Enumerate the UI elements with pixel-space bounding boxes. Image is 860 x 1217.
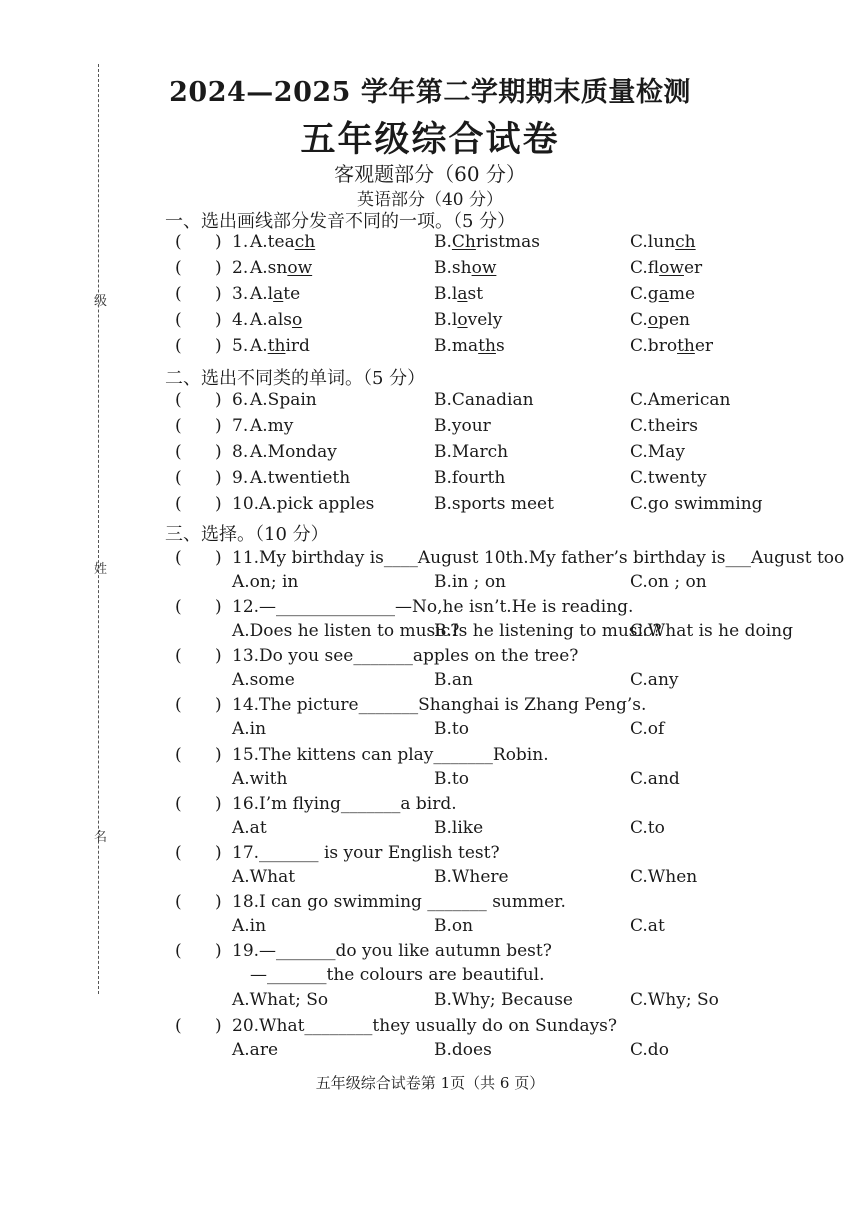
option-a	[250, 336, 310, 356]
option-c	[630, 310, 690, 330]
answer-paren-open: (	[175, 794, 182, 814]
answer-paren-close: )	[215, 892, 222, 912]
option-b-underlined: o	[457, 310, 468, 330]
option-b: B.Why; Because	[434, 990, 573, 1010]
option-a-pre: A.tea	[250, 232, 295, 252]
question-stem: 16.I’m flying_______a bird.	[232, 794, 457, 814]
option-c: C.theirs	[630, 416, 698, 436]
option-a: A.my	[250, 416, 294, 436]
answer-paren-close: )	[215, 284, 222, 304]
option-c-pre: C.	[630, 310, 648, 330]
option-b: B.your	[434, 416, 491, 436]
answer-paren-open: (	[175, 695, 182, 715]
answer-paren-open: (	[175, 941, 182, 961]
option-b-underlined: th	[478, 336, 496, 356]
question-number: 10.	[232, 494, 260, 514]
option-b: B.fourth	[434, 468, 506, 488]
answer-paren-close: )	[215, 646, 222, 666]
question-number: 5.	[232, 336, 249, 356]
option-a	[250, 232, 315, 252]
option-b	[434, 310, 502, 330]
option-c-pre: C.lun	[630, 232, 676, 252]
answer-paren-open: (	[175, 745, 182, 765]
answer-paren-open: (	[175, 892, 182, 912]
answer-paren-open: (	[175, 1016, 182, 1036]
option-c: C.What is he doing	[630, 621, 793, 641]
option-c	[630, 336, 713, 356]
objective-section-heading: 客观题部分（60 分）	[334, 162, 526, 186]
question-number: 3.	[232, 284, 249, 304]
answer-paren-open: (	[175, 442, 182, 462]
answer-paren-open: (	[175, 390, 182, 410]
question-number: 2.	[232, 258, 249, 278]
option-a-post: ird	[285, 336, 310, 356]
option-a: A.some	[232, 670, 295, 690]
option-a	[250, 258, 312, 278]
answer-paren-close: )	[215, 941, 222, 961]
question-stem: 12.—______________—No,he isn’t.He is reading.	[232, 597, 634, 617]
question-stem: 20.What________they usually do on Sundays?	[232, 1016, 618, 1036]
option-a	[250, 310, 302, 330]
binding-label-surname: 姓	[94, 562, 108, 577]
option-a	[250, 284, 300, 304]
answer-paren-close: )	[215, 794, 222, 814]
answer-paren-open: (	[175, 284, 182, 304]
option-c-underlined: th	[677, 336, 695, 356]
answer-paren-open: (	[175, 494, 182, 514]
option-c-post: er	[694, 336, 714, 356]
option-c: C.May	[630, 442, 685, 462]
phonics-question-row	[0, 336, 860, 362]
option-b-underlined: Ch	[451, 232, 476, 252]
question-stem: 19.—_______do you like autumn best?	[232, 941, 552, 961]
question-stem: 17._______ is your English test?	[232, 843, 500, 863]
answer-paren-open: (	[175, 310, 182, 330]
section-3-title: 三、选择。（10 分）	[165, 524, 329, 545]
question-number: 7.	[232, 416, 249, 436]
option-b: B.on	[434, 916, 474, 936]
option-a: A.on; in	[232, 572, 299, 592]
option-b-pre: B.ma	[434, 336, 479, 356]
option-c: C.twenty	[630, 468, 707, 488]
option-b: B.March	[434, 442, 509, 462]
answer-paren-close: )	[215, 548, 222, 568]
option-c: C.any	[630, 670, 679, 690]
option-c-underlined: o	[647, 310, 659, 330]
question-number: 6.	[232, 390, 249, 410]
option-c: C.and	[630, 769, 680, 789]
option-c-pre: C.bro	[630, 336, 678, 356]
answer-paren-open: (	[175, 336, 182, 356]
option-b	[434, 336, 505, 356]
english-part-heading: 英语部分（40 分）	[356, 190, 504, 210]
option-c-underlined: a	[658, 284, 669, 304]
option-c	[630, 258, 702, 278]
option-b: B.Is he listening to music?	[434, 621, 662, 641]
answer-paren-close: )	[215, 232, 222, 252]
answer-paren-open: (	[175, 416, 182, 436]
answer-paren-open: (	[175, 548, 182, 568]
option-a-pre: A.sn	[250, 258, 288, 278]
answer-paren-close: )	[215, 258, 222, 278]
answer-paren-open: (	[175, 232, 182, 252]
phonics-question-row	[0, 258, 860, 284]
binding-label-name: 名	[94, 830, 108, 845]
answer-paren-close: )	[215, 695, 222, 715]
exam-title: 2024—2025 学年第二学期期末质量检测	[169, 77, 691, 108]
option-b-pre: B.sh	[434, 258, 472, 278]
question-number: 4.	[232, 310, 249, 330]
answer-paren-close: )	[215, 597, 222, 617]
option-b-underlined: a	[457, 284, 468, 304]
option-c: C.go swimming	[630, 494, 763, 514]
option-c-pre: C.fl	[630, 258, 660, 278]
answer-paren-close: )	[215, 442, 222, 462]
category-question-row	[0, 442, 860, 468]
option-b: B.sports meet	[434, 494, 554, 514]
option-b: B.to	[434, 719, 469, 739]
answer-paren-open: (	[175, 843, 182, 863]
option-a: A.Spain	[250, 390, 317, 410]
question-number: 8.	[232, 442, 249, 462]
option-c-underlined: ow	[659, 258, 684, 278]
option-a: A.in	[232, 719, 267, 739]
question-stem: 15.The kittens can play_______Robin.	[232, 745, 549, 765]
option-c-underlined: ch	[675, 232, 696, 252]
option-b-post: s	[495, 336, 505, 356]
page-footer: 五年级综合试卷第 1页（共 6 页）	[315, 1074, 545, 1092]
option-b: B.does	[434, 1040, 492, 1060]
option-a: A.with	[232, 769, 288, 789]
option-a: A.Monday	[250, 442, 337, 462]
option-c: C.do	[630, 1040, 669, 1060]
question-number: 1.	[232, 232, 249, 252]
exam-subject-title: 五年级综合试卷	[300, 119, 560, 160]
answer-paren-open: (	[175, 258, 182, 278]
option-b: B.Where	[434, 867, 509, 887]
option-c: C.of	[630, 719, 665, 739]
option-a-pre: A.	[250, 336, 268, 356]
option-c-post: pen	[658, 310, 690, 330]
option-c-post: er	[683, 258, 703, 278]
option-c: C.American	[630, 390, 731, 410]
question-stem-reply: —_______the colours are beautiful.	[250, 965, 545, 985]
option-b-post: vely	[467, 310, 503, 330]
category-question-row	[0, 390, 860, 416]
answer-paren-close: )	[215, 416, 222, 436]
question-number: 9.	[232, 468, 249, 488]
option-c-pre: C.g	[630, 284, 659, 304]
question-stem: 11.My birthday is____August 10th.My father’s birthday is___August too	[232, 548, 845, 568]
option-b	[434, 258, 496, 278]
answer-paren-close: )	[215, 843, 222, 863]
question-stem: 14.The picture_______Shanghai is Zhang Peng’s.	[232, 695, 647, 715]
option-a: A.pick apples	[259, 494, 375, 514]
option-a-underlined: a	[273, 284, 284, 304]
option-c-post: me	[668, 284, 696, 304]
option-b: B.in ; on	[434, 572, 507, 592]
binding-label-class: 级	[94, 294, 108, 309]
option-a-underlined: ow	[287, 258, 313, 278]
option-c: C.Why; So	[630, 990, 719, 1010]
option-a: A.What; So	[232, 990, 329, 1010]
question-stem: 18.I can go swimming _______ summer.	[232, 892, 566, 912]
answer-paren-close: )	[215, 336, 222, 356]
section-2-title: 二、选出不同类的单词。（5 分）	[165, 368, 426, 389]
option-a: A.Does he listen to music?	[232, 621, 460, 641]
category-question-row	[0, 416, 860, 442]
option-a: A.at	[232, 818, 267, 838]
option-c: C.to	[630, 818, 665, 838]
option-b: B.Canadian	[434, 390, 534, 410]
option-a-underlined: ch	[294, 232, 316, 252]
phonics-question-row	[0, 284, 860, 310]
option-c: C.on ; on	[630, 572, 707, 592]
option-c: C.at	[630, 916, 665, 936]
option-a-post: te	[283, 284, 301, 304]
option-b-pre: B.l	[434, 310, 458, 330]
option-b-pre: B.l	[434, 284, 458, 304]
option-a-underlined: o	[291, 310, 303, 330]
answer-paren-open: (	[175, 468, 182, 488]
option-a: A.in	[232, 916, 267, 936]
answer-paren-open: (	[175, 597, 182, 617]
option-b-underlined: ow	[471, 258, 497, 278]
answer-paren-close: )	[215, 468, 222, 488]
option-a-pre: A.als	[250, 310, 292, 330]
option-a-pre: A.l	[250, 284, 274, 304]
option-a: A.twentieth	[250, 468, 351, 488]
answer-paren-close: )	[215, 390, 222, 410]
section-1-title: 一、选出画线部分发音不同的一项。（5 分）	[165, 211, 516, 232]
option-c: C.When	[630, 867, 698, 887]
option-b	[434, 284, 483, 304]
option-b: B.an	[434, 670, 473, 690]
option-a-underlined: th	[267, 336, 286, 356]
option-b: B.to	[434, 769, 469, 789]
option-b	[434, 232, 540, 252]
answer-paren-close: )	[215, 494, 222, 514]
option-b-pre: B.	[434, 232, 452, 252]
answer-paren-close: )	[215, 1016, 222, 1036]
phonics-question-row	[0, 232, 860, 258]
option-c	[630, 284, 695, 304]
option-a: A.are	[232, 1040, 279, 1060]
question-stem: 13.Do you see_______apples on the tree?	[232, 646, 579, 666]
option-a: A.What	[232, 867, 296, 887]
category-question-row	[0, 468, 860, 494]
option-b-post: st	[467, 284, 484, 304]
phonics-question-row	[0, 310, 860, 336]
category-question-row	[0, 494, 860, 520]
answer-paren-close: )	[215, 745, 222, 765]
answer-paren-open: (	[175, 646, 182, 666]
option-b: B.like	[434, 818, 484, 838]
option-c	[630, 232, 696, 252]
option-b-post: ristmas	[475, 232, 540, 252]
answer-paren-close: )	[215, 310, 222, 330]
